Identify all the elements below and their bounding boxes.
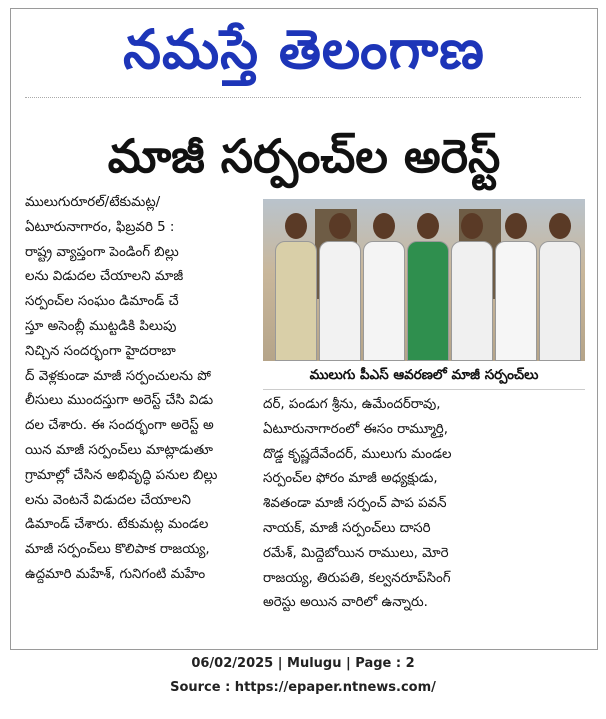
article-line: సర్పంచ్‌ల సంఘం డిమాండ్ చే (25, 294, 179, 310)
person-body (275, 241, 317, 361)
person-body (451, 241, 493, 361)
article-line: ఏటూరునాగారం, ఫిబ్రవరి 5 : (25, 219, 175, 235)
article-line: సర్పంచ్‌ల ఫోరం మాజీ అధ్యక్షుడు, (263, 471, 438, 487)
article-line: యిన మాజీ సర్పంచ్‌లు మాట్లాడుతూ (25, 442, 213, 458)
article-line: లీసులు ముందస్తుగా అరెస్ట్ చేసి విడు (25, 393, 214, 409)
photo-person (495, 213, 537, 361)
article-line: స్తూ అసెంబ్లీ ముట్టడికి పిలుపు (25, 318, 177, 334)
newspaper-masthead: నమస్తే తెలంగాణ (123, 18, 485, 81)
photo-caption: ములుగు పీఎస్ ఆవరణలో మాజీ సర్పంచ్‌లు (263, 361, 585, 390)
article-line: శివతండా మాజీ సర్పంచ్ పాప పవన్ (263, 496, 447, 512)
photo-person (363, 213, 405, 361)
photo-person (539, 213, 581, 361)
article-line: ఉద్దమారి మహేశ్, గునిగంటి మహేం (25, 566, 206, 582)
news-photo (263, 199, 585, 361)
footer-date-edition: 06/02/2025 | Mulugu | Page : 2 (191, 656, 415, 671)
person-head (373, 213, 395, 239)
person-body (319, 241, 361, 361)
photo-person (451, 213, 493, 361)
article-line: లను వెంటనే విడుదల చేయాలని (25, 492, 191, 508)
person-head (461, 213, 483, 239)
article-line: లను విడుదల చేయాలని మాజీ (25, 269, 184, 285)
article-line: అరెస్టు అయిన వారిలో ఉన్నారు. (263, 595, 428, 611)
article-line: ములుగురూరల్/టేకుమట్ల/ (25, 195, 161, 210)
article-line: ఏటూరునాగారంలో ఈసం రామ్మూర్తి, (263, 421, 448, 437)
article-line: దల చేశారు. ఈ సందర్భంగా అరెస్ట్ అ (25, 418, 214, 434)
person-head (329, 213, 351, 239)
person-body (539, 241, 581, 361)
photo-person (275, 213, 317, 361)
footer-source: Source : https://epaper.ntnews.com/ (170, 680, 436, 695)
article-column-right (263, 393, 585, 616)
article-line: రమేశ్, మిద్దెబోయిన రాములు, మోరె (263, 545, 449, 561)
person-body (363, 241, 405, 361)
newspaper-clipping (10, 8, 598, 650)
photo-person (319, 213, 361, 361)
article-line: ద్ వెళ్లకుండా మాజీ సర్పంచులను పో (25, 368, 211, 384)
article-line: డిమాండ్ చేశారు. టేకుమట్ల మండల (25, 517, 209, 533)
article-line: గ్రామాల్లో చేసిన అభివృద్ధి పనుల బిల్లు (25, 467, 218, 483)
person-head (505, 213, 527, 239)
article-headline: మాజీ సర్పంచ్‌ల అరెస్ట్ (107, 129, 501, 183)
person-head (549, 213, 571, 239)
person-body (407, 241, 449, 361)
photo-person (407, 213, 449, 361)
article-line: దర్, పండుగ శ్రీను, ఉమేందర్‌రావు, (263, 397, 441, 412)
divider (25, 97, 581, 104)
person-head (285, 213, 307, 239)
article-line: రాజయ్య, తిరుపతి, కల్వనరూప్‌సింగ్ (263, 570, 451, 586)
article-line: నాయక్, మాజీ సర్పంచ్‌లు దాసరి (263, 520, 431, 536)
article-column-left (25, 191, 255, 588)
person-body (495, 241, 537, 361)
article-line: మాజీ సర్పంచ్‌లు కొలిపాక రాజయ్య, (25, 542, 210, 558)
article-line: నిచ్చిన సందర్భంగా హైదరాబా (25, 343, 176, 359)
person-head (417, 213, 439, 239)
article-line: రాష్ట్ర వ్యాప్తంగా పెండింగ్ బిల్లు (25, 244, 179, 260)
article-line: దొడ్డ కృష్ణదేవేందర్, ములుగు మండల (263, 446, 452, 462)
